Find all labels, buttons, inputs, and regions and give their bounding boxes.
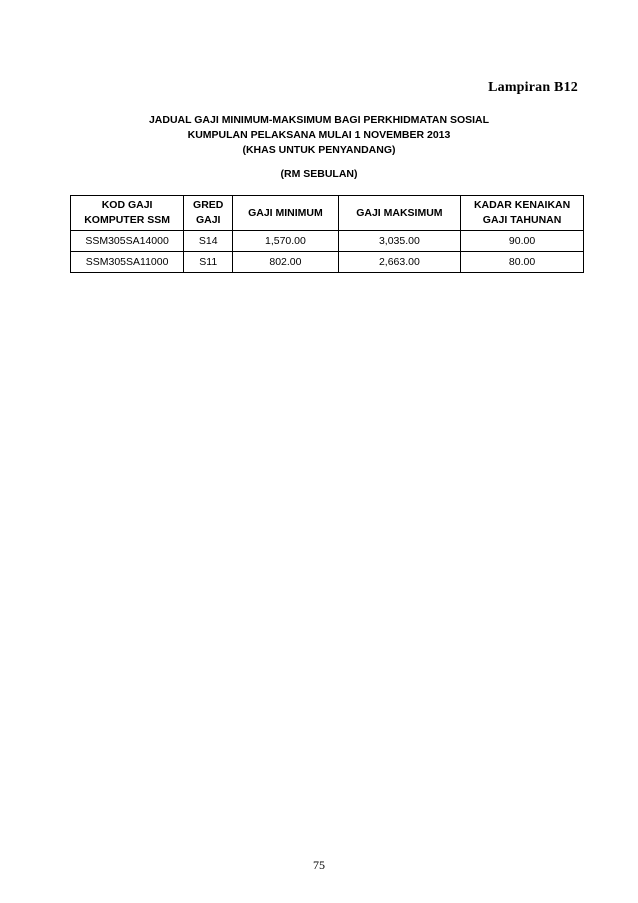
cell-maksimum: 3,035.00 xyxy=(338,231,461,252)
cell-minimum: 1,570.00 xyxy=(233,231,338,252)
header-gred-line-2: GAJI xyxy=(195,214,221,226)
cell-kadar: 90.00 xyxy=(461,231,584,252)
table-row xyxy=(71,231,584,252)
header-kod-gaji xyxy=(71,196,184,231)
currency-note: (RM SEBULAN) xyxy=(280,168,358,180)
cell-kod: SSM305SA11000 xyxy=(71,252,184,273)
page-number: 75 xyxy=(313,858,325,872)
header-row xyxy=(71,196,584,231)
header-kadar-line-1: KADAR KENAIKAN xyxy=(473,199,571,211)
cell-maksimum: 2,663.00 xyxy=(338,252,461,273)
header-kadar-line-2: GAJI TAHUNAN xyxy=(482,214,562,226)
cell-minimum: 802.00 xyxy=(233,252,338,273)
header-gred-gaji xyxy=(184,196,233,231)
title-line-3: (KHAS UNTUK PENYANDANG) xyxy=(242,144,396,156)
header-kod-line-2: KOMPUTER SSM xyxy=(84,214,170,226)
cell-kadar: 80.00 xyxy=(461,252,584,273)
salary-table xyxy=(70,195,584,273)
table-body xyxy=(71,231,584,273)
cell-gred: S11 xyxy=(184,252,233,273)
table-header xyxy=(71,196,584,231)
table-row xyxy=(71,252,584,273)
cell-kod: SSM305SA14000 xyxy=(71,231,184,252)
header-gaji-maksimum: GAJI MAKSIMUM xyxy=(338,196,461,231)
title-line-1: JADUAL GAJI MINIMUM-MAKSIMUM BAGI PERKHIDMATAN SOSIAL xyxy=(148,114,490,126)
cell-gred: S14 xyxy=(184,231,233,252)
header-gaji-minimum: GAJI MINIMUM xyxy=(233,196,338,231)
title-line-2: KUMPULAN PELAKSANA MULAI 1 NOVEMBER 2013 xyxy=(187,129,451,141)
header-kod-line-1: KOD GAJI xyxy=(101,199,153,211)
header-gred-line-1: GRED xyxy=(193,199,224,211)
appendix-label: Lampiran B12 xyxy=(488,80,578,95)
document-title xyxy=(0,113,638,158)
header-kadar-kenaikan xyxy=(461,196,584,231)
